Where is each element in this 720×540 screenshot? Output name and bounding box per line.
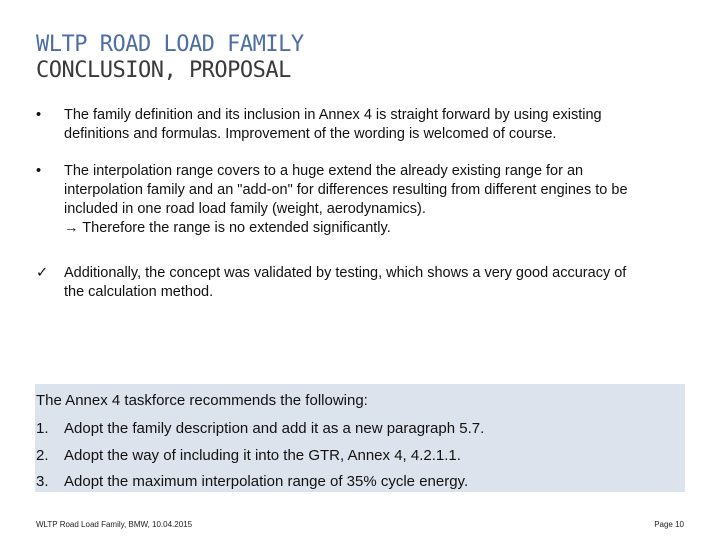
list-item [36,473,484,500]
title-line-1: WLTP ROAD LOAD FAMILY [36,32,304,57]
item-text: Adopt the way of including it into the GTR, Annex 4, 4.2.1.1. [64,446,461,464]
recommendation-intro: The Annex 4 taskforce recommends the following: [36,392,368,409]
bullet-marker: • [36,107,42,123]
conclusion-line [64,219,636,238]
bullet-list [36,106,636,302]
title-line-2: CONCLUSION, PROPOSAL [36,58,291,83]
slide-title [36,32,304,84]
footer-source: WLTP Road Load Family, BMW, 10.04.2015 [36,520,193,529]
bullet-text: The family definition and its inclusion in Annex 4 is straight forward by using existing definitions and formulas. Improvement of the wording is welcomed of course. [64,107,602,142]
bullet-text: Additionally, the concept was validated by testing, which shows a very good accuracy of the calculation method. [64,265,627,300]
item-text: Adopt the family description and add it as a new paragraph 5.7. [64,420,485,437]
list-item [36,447,484,474]
arrow-right-icon: → [64,220,79,236]
page-number: Page 10 [654,520,684,529]
bullet-item [36,162,636,238]
item-number: 2. [36,446,49,464]
recommendation-box [35,384,685,492]
checkmark-icon: ✓ [36,265,49,281]
item-number: 3. [36,473,49,490]
item-number: 1. [36,420,49,437]
bullet-item [36,264,636,302]
recommendation-list [36,420,484,500]
item-text: Adopt the maximum interpolation range of 35% cycle energy. [64,473,469,490]
list-item [36,420,484,447]
conclusion-text: Therefore the range is no extended significantly. [82,220,391,236]
bullet-marker: • [36,163,42,179]
bullet-text: The interpolation range covers to a huge extend the already existing range for an interpolation family and an "add-on" for differences resulting from different engines to be included in one road load family (weight, aerodynamics). [64,163,628,217]
bullet-item [36,106,636,144]
